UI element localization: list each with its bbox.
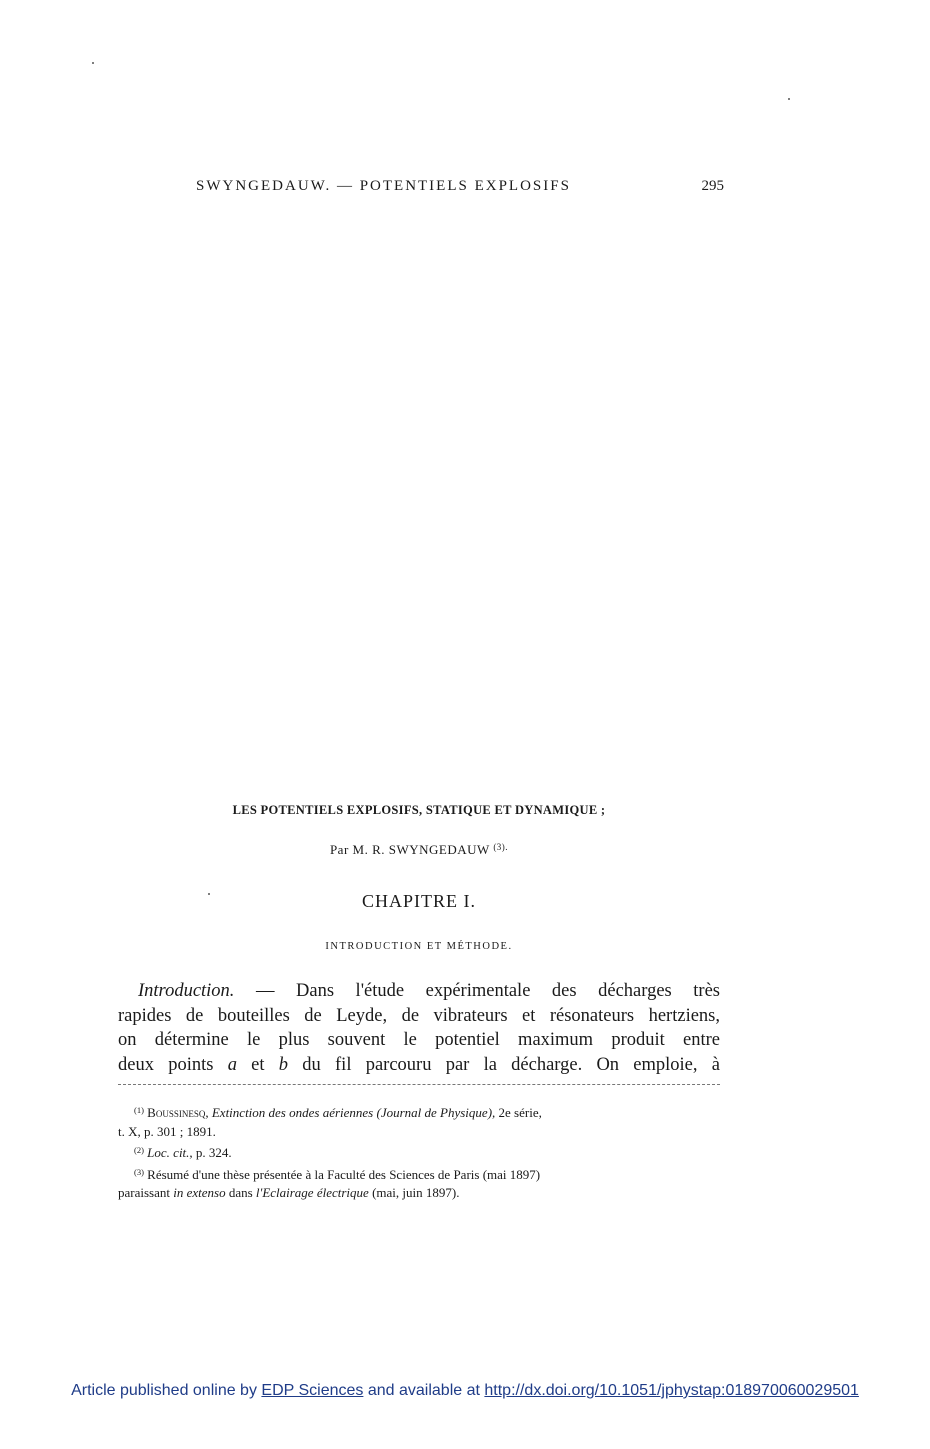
footnote-mark: (2) (134, 1145, 144, 1155)
footnote-loc: Loc. cit., (147, 1145, 193, 1160)
footnote-italic: in extenso (173, 1185, 226, 1200)
footnotes (118, 1101, 720, 1203)
body-line: rapides de bouteilles de Leyde, de vibrateurs et résonateurs hertziens, (118, 1005, 720, 1026)
footnote-journal: (Journal de Physique), (376, 1105, 496, 1120)
page-number: 295 (701, 178, 724, 194)
scan-speck (92, 62, 94, 64)
footnote-text: dans (228, 1185, 253, 1200)
footnote-3 (118, 1163, 720, 1185)
footnote-mark: (1) (134, 1105, 144, 1115)
footnote-2 (118, 1141, 720, 1163)
footnote-title: Extinction des ondes aériennes (211, 1105, 374, 1120)
article-title: LES POTENTIELS EXPLOSIFS, STATIQUE ET DYNAMIQUE ; (232, 803, 606, 817)
variable-b: b (278, 1054, 289, 1075)
footer-prefix: Article published online by (71, 1382, 257, 1399)
body-paragraph (118, 979, 720, 1077)
byline-footnote-ref: (3). (493, 842, 509, 852)
lead-word: Introduction. (138, 981, 235, 1001)
footnote-text: Résumé d'une thèse présentée à la Faculté des Sciences de Paris (mai 1897) (147, 1166, 541, 1182)
variable-a: a (227, 1054, 237, 1075)
footnote-text: p. 324. (195, 1145, 232, 1160)
footnote-text: 2e série, (498, 1105, 542, 1120)
footnote-text: (mai, juin 1897). (372, 1185, 460, 1200)
running-header (196, 178, 724, 198)
section-heading: INTRODUCTION ET MÉTHODE. (325, 941, 513, 952)
publisher-footer (0, 1382, 930, 1400)
body-line: Introduction. — Dans l'étude expérimentale des décharges très (138, 981, 720, 1001)
body-line: on détermine le plus souvent le potentiel maximum produit entre (118, 1030, 720, 1050)
footnote-1-cont: t. X, p. 301 ; 1891. (118, 1123, 216, 1139)
publisher-link[interactable]: EDP Sciences (261, 1382, 364, 1399)
footnote-3-cont (118, 1184, 720, 1203)
footnote-italic: l'Eclairage électrique (255, 1185, 369, 1200)
body-line: deux points a et b du fil parcouru par la décharge. On emploie, à (118, 1054, 720, 1075)
footnote-mark: (3) (134, 1166, 144, 1177)
running-title: SWYNGEDAUW. — POTENTIELS EXPLOSIFS (196, 178, 571, 194)
footnote-author: Boussinesq, (147, 1105, 209, 1120)
chapter-heading: CHAPITRE I. (362, 891, 476, 911)
doi-link[interactable]: http://dx.doi.org/10.1051/jphystap:018970060029501 (484, 1382, 859, 1399)
footer-middle: and available at (367, 1382, 480, 1399)
footnote-text: paraissant (118, 1185, 170, 1200)
footnote-rule (118, 1084, 720, 1085)
footnote-1 (118, 1101, 720, 1123)
byline (118, 842, 720, 858)
byline-text: Par M. R. SWYNGEDAUW (329, 842, 490, 857)
scan-speck (788, 98, 790, 100)
